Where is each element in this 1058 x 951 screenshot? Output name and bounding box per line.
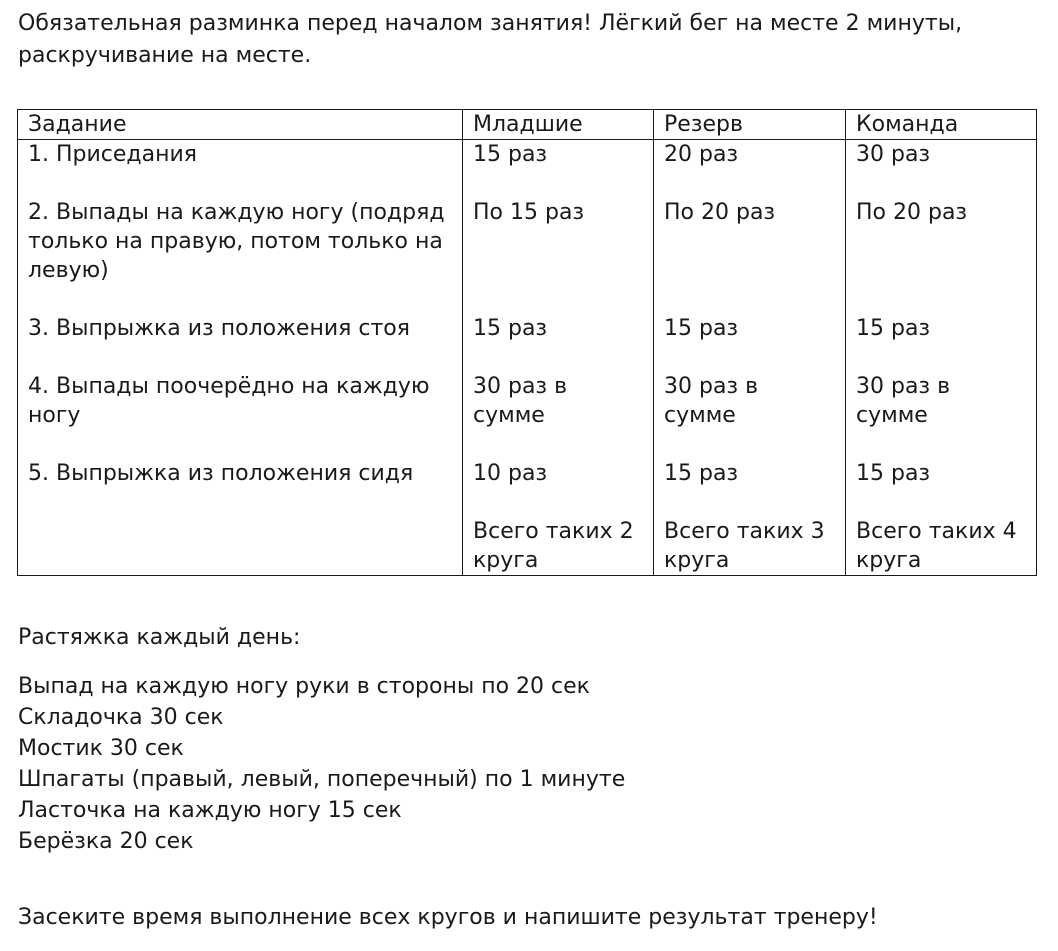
table-row: [18, 517, 1037, 576]
table-row: [18, 198, 1037, 314]
reserve-line: 30 раз в: [664, 374, 759, 399]
header-team: Команда: [846, 110, 1037, 140]
task-cell: [18, 517, 463, 576]
team-line: Всего таких 4: [856, 519, 1017, 544]
task-cell: 3. Выпрыжка из положения стоя: [18, 314, 463, 372]
junior-cell: [463, 517, 654, 576]
task-line: левую): [28, 258, 109, 283]
task-line: ногу: [28, 403, 81, 428]
junior-cell: По 15 раз: [463, 198, 654, 314]
reserve-line: сумме: [664, 403, 736, 428]
team-cell: По 20 раз: [846, 198, 1037, 314]
header-task: Задание: [18, 110, 463, 140]
reserve-cell: По 20 раз: [654, 198, 846, 314]
reserve-line: круга: [664, 548, 730, 573]
list-item: Выпад на каждую ногу руки в стороны по 20 сек: [18, 674, 590, 699]
junior-cell: 15 раз: [463, 314, 654, 372]
team-line: круга: [856, 548, 922, 573]
junior-cell: 15 раз: [463, 140, 654, 199]
junior-line: Всего таких 2: [473, 519, 634, 544]
table-row: [18, 459, 1037, 517]
table-row: [18, 314, 1037, 372]
table-header-row: [18, 110, 1037, 140]
reserve-cell: 20 раз: [654, 140, 846, 199]
table-row: [18, 372, 1037, 459]
task-cell: 5. Выпрыжка из положения сидя: [18, 459, 463, 517]
reserve-line: Всего таких 3: [664, 519, 825, 544]
team-cell: [846, 517, 1037, 576]
reserve-cell: [654, 372, 846, 459]
exercise-table: [17, 109, 1037, 576]
header-reserve: Резерв: [654, 110, 846, 140]
table-row: [18, 140, 1037, 199]
list-item: Ласточка на каждую ногу 15 сек: [18, 798, 402, 823]
stretching-list: [18, 671, 625, 857]
task-cell: 1. Приседания: [18, 140, 463, 199]
junior-line: круга: [473, 548, 539, 573]
list-item: Мостик 30 сек: [18, 736, 184, 761]
reserve-cell: [654, 517, 846, 576]
outro-text: Засеките время выполнение всех кругов и напишите результат тренеру!: [18, 905, 878, 930]
junior-line: 30 раз в: [473, 374, 568, 399]
team-cell: 30 раз: [846, 140, 1037, 199]
intro-text: [18, 8, 1018, 72]
team-cell: 15 раз: [846, 314, 1037, 372]
task-cell: [18, 372, 463, 459]
team-line: 30 раз в: [856, 374, 951, 399]
team-line: сумме: [856, 403, 928, 428]
task-line: 2. Выпады на каждую ногу (подряд: [28, 200, 445, 225]
task-line: только на правую, потом только на: [28, 229, 443, 254]
team-cell: [846, 372, 1037, 459]
junior-line: сумме: [473, 403, 545, 428]
team-cell: 15 раз: [846, 459, 1037, 517]
reserve-cell: 15 раз: [654, 459, 846, 517]
list-item: Берёзка 20 сек: [18, 829, 194, 854]
junior-cell: 10 раз: [463, 459, 654, 517]
intro-line-1: Обязательная разминка перед началом занятия! Лёгкий бег на месте 2 минуты,: [18, 11, 963, 36]
reserve-cell: 15 раз: [654, 314, 846, 372]
header-junior: Младшие: [463, 110, 654, 140]
list-item: Складочка 30 сек: [18, 705, 224, 730]
list-item: Шпагаты (правый, левый, поперечный) по 1 минуте: [18, 767, 626, 792]
task-cell: [18, 198, 463, 314]
junior-cell: [463, 372, 654, 459]
stretching-title: Растяжка каждый день:: [18, 625, 301, 650]
intro-line-2: раскручивание на месте.: [18, 43, 312, 68]
task-line: 4. Выпады поочерёдно на каждую: [28, 374, 430, 399]
